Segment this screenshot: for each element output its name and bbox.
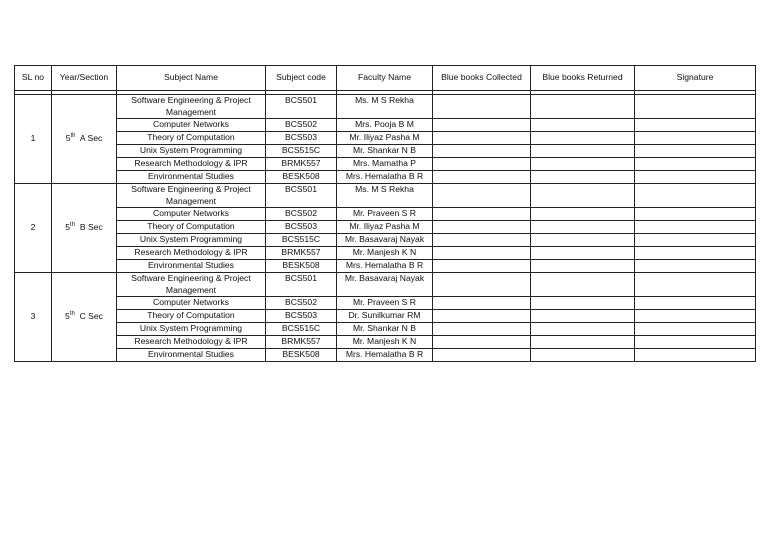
subject-name-cell: Computer Networks	[117, 297, 266, 310]
faculty-name-cell: Mr. Shankar N B	[337, 145, 433, 158]
blue-books-returned-cell	[531, 247, 635, 260]
subject-name-cell: Unix System Programming	[117, 145, 266, 158]
signature-cell	[635, 323, 756, 336]
subject-name-cell: Research Methodology & IPR	[117, 247, 266, 260]
subject-name-cell: Research Methodology & IPR	[117, 158, 266, 171]
blue-books-collected-cell	[433, 336, 531, 349]
header-subject-name: Subject Name	[117, 66, 266, 91]
table-row	[15, 273, 756, 297]
table-row	[15, 208, 756, 221]
table-row	[15, 336, 756, 349]
table-row	[15, 184, 756, 208]
subject-code-cell: BCS501	[266, 273, 337, 297]
faculty-name-cell: Mr. Iliyaz Pasha M	[337, 132, 433, 145]
subject-name-cell: Computer Networks	[117, 119, 266, 132]
section-value: A Sec	[75, 133, 103, 144]
faculty-name-cell: Mr. Basavaraj Nayak	[337, 234, 433, 247]
signature-cell	[635, 336, 756, 349]
blue-books-collected-cell	[433, 349, 531, 362]
faculty-name-cell: Mrs. Hemalatha B R	[337, 171, 433, 184]
signature-cell	[635, 297, 756, 310]
faculty-name-cell: Mr. Manjesh K N	[337, 247, 433, 260]
header-year-section: Year/Section	[52, 66, 117, 91]
subject-code-cell: BCS501	[266, 95, 337, 119]
subject-code-cell: BRMK557	[266, 247, 337, 260]
sl-no-cell: 3	[15, 273, 52, 362]
subject-code-cell: BCS502	[266, 119, 337, 132]
subject-name-cell: Environmental Studies	[117, 349, 266, 362]
table-row	[15, 221, 756, 234]
faculty-name-cell: Mr. Praveen S R	[337, 208, 433, 221]
section-value: C Sec	[74, 311, 103, 322]
faculty-name-cell: Mr. Basavaraj Nayak	[337, 273, 433, 297]
subject-name-cell: Environmental Studies	[117, 171, 266, 184]
subject-code-cell: BRMK557	[266, 158, 337, 171]
subject-name-cell: Theory of Computation	[117, 132, 266, 145]
subject-name-cell: Unix System Programming	[117, 234, 266, 247]
subject-name-cell: Theory of Computation	[117, 310, 266, 323]
signature-cell	[635, 119, 756, 132]
table-row	[15, 132, 756, 145]
blue-books-returned-cell	[531, 310, 635, 323]
subject-code-cell: BCS503	[266, 132, 337, 145]
table-row	[15, 158, 756, 171]
signature-cell	[635, 145, 756, 158]
blue-books-collected-cell	[433, 221, 531, 234]
blue-books-returned-cell	[531, 297, 635, 310]
signature-cell	[635, 310, 756, 323]
blue-books-returned-cell	[531, 208, 635, 221]
blue-books-returned-cell	[531, 336, 635, 349]
blue-books-returned-cell	[531, 95, 635, 119]
subject-name-cell: Computer Networks	[117, 208, 266, 221]
subject-code-cell: BESK508	[266, 171, 337, 184]
subject-name-cell: Theory of Computation	[117, 221, 266, 234]
table-row	[15, 247, 756, 260]
year-suffix: th	[70, 222, 76, 229]
signature-cell	[635, 273, 756, 297]
blue-books-collected-cell	[433, 273, 531, 297]
signature-cell	[635, 158, 756, 171]
table-row	[15, 119, 756, 132]
blue-books-returned-cell	[531, 221, 635, 234]
subject-name-cell: Unix System Programming	[117, 323, 266, 336]
subject-code-cell: BCS503	[266, 221, 337, 234]
faculty-name-cell: Mrs. Mamatha P	[337, 158, 433, 171]
subject-code-cell: BRMK557	[266, 336, 337, 349]
signature-cell	[635, 260, 756, 273]
faculty-name-cell: Mr. Manjesh K N	[337, 336, 433, 349]
sl-no-cell: 1	[15, 95, 52, 184]
faculty-name-cell: Dr. Sunilkumar RM	[337, 310, 433, 323]
table-row	[15, 323, 756, 336]
table-row	[15, 349, 756, 362]
table-body	[15, 91, 756, 362]
subject-code-cell: BESK508	[266, 260, 337, 273]
blue-books-returned-cell	[531, 273, 635, 297]
year-section-cell	[52, 95, 117, 184]
header-sl-no: SL no	[15, 66, 52, 91]
blue-books-returned-cell	[531, 234, 635, 247]
blue-books-collected-cell	[433, 323, 531, 336]
subject-name-cell: Research Methodology & IPR	[117, 336, 266, 349]
signature-cell	[635, 234, 756, 247]
blue-books-returned-cell	[531, 349, 635, 362]
blue-books-collected-cell	[433, 119, 531, 132]
header-signature: Signature	[635, 66, 756, 91]
year-value: 5	[65, 133, 71, 144]
signature-cell	[635, 208, 756, 221]
year-value: 5	[65, 311, 70, 322]
blue-books-collected-cell	[433, 247, 531, 260]
blue-books-returned-cell	[531, 260, 635, 273]
table-row	[15, 260, 756, 273]
header-blue-books-collected: Blue books Collected	[433, 66, 531, 91]
blue-books-collected-cell	[433, 184, 531, 208]
blue-books-collected-cell	[433, 297, 531, 310]
blue-books-returned-cell	[531, 158, 635, 171]
table-row	[15, 171, 756, 184]
blue-books-collected-cell	[433, 145, 531, 158]
blue-books-collected-cell	[433, 208, 531, 221]
blue-books-returned-cell	[531, 119, 635, 132]
signature-cell	[635, 184, 756, 208]
subject-code-cell: BCS515C	[266, 234, 337, 247]
blue-books-collected-cell	[433, 158, 531, 171]
signature-cell	[635, 171, 756, 184]
subject-name-cell: Software Engineering & Project Management	[117, 184, 266, 208]
faculty-name-cell: Mrs. Hemalatha B R	[337, 349, 433, 362]
year-section-cell	[52, 184, 117, 273]
subject-code-cell: BCS515C	[266, 145, 337, 158]
blue-books-returned-cell	[531, 132, 635, 145]
faculty-name-cell: Mrs. Hemalatha B R	[337, 260, 433, 273]
table-row	[15, 310, 756, 323]
header-blue-books-returned: Blue books Returned	[531, 66, 635, 91]
blue-books-returned-cell	[531, 145, 635, 158]
header-row	[15, 66, 756, 91]
blue-books-table	[14, 65, 756, 362]
subject-code-cell: BCS501	[266, 184, 337, 208]
blue-books-returned-cell	[531, 323, 635, 336]
faculty-name-cell: Mr. Iliyaz Pasha M	[337, 221, 433, 234]
faculty-name-cell: Mr. Shankar N B	[337, 323, 433, 336]
table-row	[15, 145, 756, 158]
faculty-name-cell: Ms. M S Rekha	[337, 184, 433, 208]
faculty-name-cell: Ms. M S Rekha	[337, 95, 433, 119]
subject-name-cell: Software Engineering & Project Management	[117, 95, 266, 119]
subject-code-cell: BCS503	[266, 310, 337, 323]
header-faculty-name: Faculty Name	[337, 66, 433, 91]
year-suffix: th	[69, 311, 75, 318]
sl-no-cell: 2	[15, 184, 52, 273]
header-subject-code: Subject code	[266, 66, 337, 91]
blue-books-returned-cell	[531, 184, 635, 208]
table-row	[15, 297, 756, 310]
subject-code-cell: BCS502	[266, 297, 337, 310]
table-row	[15, 95, 756, 119]
signature-cell	[635, 221, 756, 234]
blue-books-collected-cell	[433, 234, 531, 247]
year-suffix: th	[70, 133, 76, 140]
year-section-cell	[52, 273, 117, 362]
blue-books-collected-cell	[433, 171, 531, 184]
faculty-name-cell: Mr. Praveen S R	[337, 297, 433, 310]
faculty-name-cell: Mrs. Pooja B M	[337, 119, 433, 132]
signature-cell	[635, 349, 756, 362]
year-value: 5	[65, 222, 71, 233]
blue-books-collected-cell	[433, 132, 531, 145]
signature-cell	[635, 95, 756, 119]
subject-code-cell: BCS515C	[266, 323, 337, 336]
blue-books-collected-cell	[433, 260, 531, 273]
signature-cell	[635, 132, 756, 145]
subject-code-cell: BESK508	[266, 349, 337, 362]
blue-books-returned-cell	[531, 171, 635, 184]
subject-name-cell: Environmental Studies	[117, 260, 266, 273]
subject-name-cell: Software Engineering & Project Management	[117, 273, 266, 297]
section-value: B Sec	[75, 222, 103, 233]
subject-code-cell: BCS502	[266, 208, 337, 221]
blue-books-collected-cell	[433, 95, 531, 119]
signature-cell	[635, 247, 756, 260]
blue-books-collected-cell	[433, 310, 531, 323]
table-row	[15, 234, 756, 247]
